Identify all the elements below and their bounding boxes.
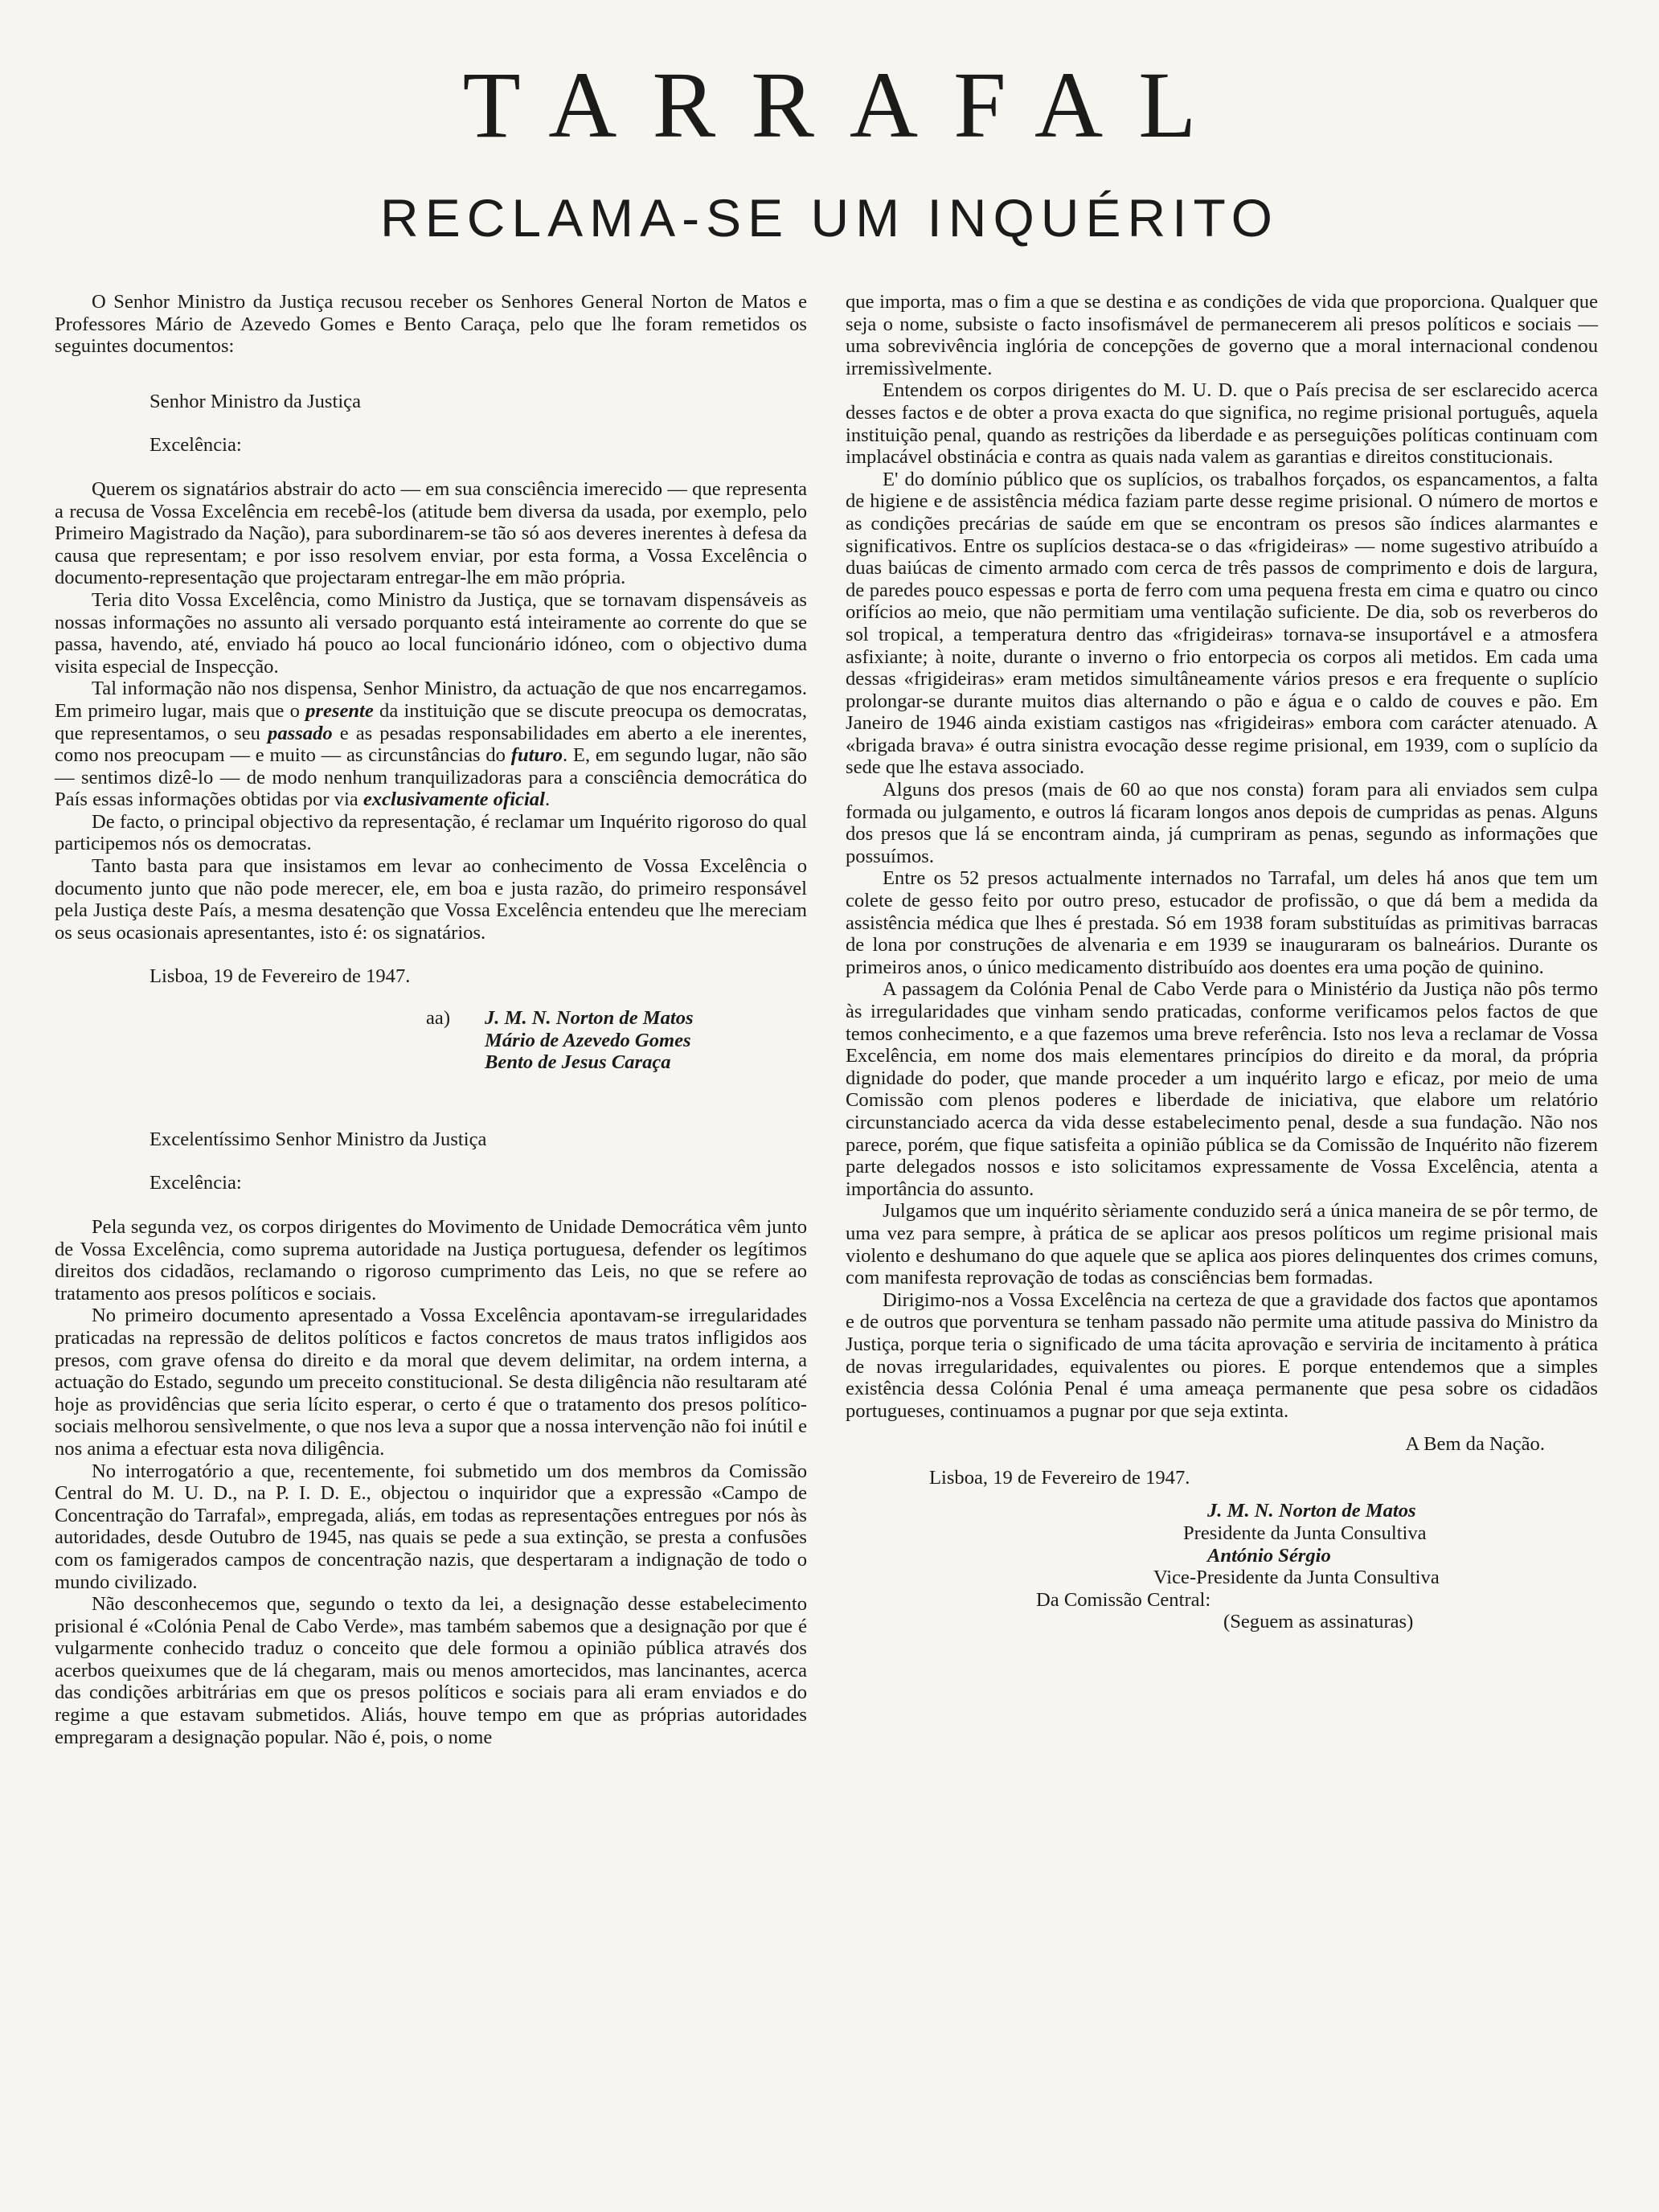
signature-name: António Sérgio	[1207, 1544, 1331, 1567]
doc2-paragraph-7: Alguns dos presos (mais de 60 ao que nos consta) foram para ali enviados sem culpa formada ou julgamento, e outros lá ficaram longos anos depois de cumpridas as penas. Alguns dos presos que lá se encontram ainda, já cumpriram as penas, segundo as informações que possuímos.	[846, 779, 1598, 867]
emphasis-presente: presente	[305, 699, 374, 722]
signature-name: J. M. N. Norton de Matos	[485, 1007, 694, 1030]
signature-name: Bento de Jesus Caraça	[485, 1051, 671, 1074]
doc2-paragraph-3: No interrogatório a que, recentemente, foi submetido um dos membros da Comissão Central do M. U. D., na P. I. D. E., objectou o inquiridor que a expressão «Campo de Concentração do Tarrafal», empregada, aliás, em todas as representações entregues por nós às autoridades, desde Outubro de 1945, nas quais se pede a sua extinção, se presta a confusões com os famigerados campos de concentração nazis, que despertaram a indignação de todo o mundo civilizado.	[55, 1460, 807, 1593]
doc2-paragraph-4-continued: que importa, mas o fim a que se destina e as condições de vida que proporciona. Qualquer que seja o nome, subsiste o facto insofismável de permanecerem ali presos políticos e sociais — uma sobrevivência inglória de concepções de governo que a moral internacional condenou irremissìvelmente.	[846, 291, 1598, 379]
doc2-salutation: Excelentíssimo Senhor Ministro da Justiça	[150, 1128, 487, 1150]
page-subtitle: RECLAMA-SE UM INQUÉRITO	[380, 188, 1279, 248]
intro-paragraph: O Senhor Ministro da Justiça recusou receber os Senhores General Norton de Matos e Professores Mário de Azevedo Gomes e Bento Caraça, pelo que lhe foram remetidos os seguintes documentos:	[55, 291, 807, 358]
doc2-paragraph-9: A passagem da Colónia Penal de Cabo Verde para o Ministério da Justiça não pôs termo às irregularidades que vinham sendo praticadas, conforme verificamos pelos factos de que temos conhecimento, e a que fazemos uma breve referência. Isto nos leva a reclamar de Vossa Excelência, em nome dos mais elementares princípios do direito e da moral, da própria dignidade do poder, que mande proceder a um inquérito largo e eficaz, por meio de uma Comissão com plenos poderes e liberdade de iniciativa, que elabore um relatório circunstanciado acerca da vida desse estabelecimento penal, desde a sua fundação. Não nos parece, porém, que fique satisfeita a opinião pública se da Comissão de Inquérito não fizerem parte delegados nossos e isto solicitamos expressamente de Vossa Excelência, atenta a importância do assunto.	[846, 978, 1598, 1200]
commission-label: Da Comissão Central:	[1036, 1588, 1211, 1611]
doc2-paragraph-11: Dirigimo-nos a Vossa Excelência na certeza de que a gravidade dos factos que apontamos e de outros que porventura se tenham passado não permite uma atitude passiva do Ministro da Justiça, porque teria o significado de uma tácita aprovação e serviria de incitamento à prática de novas irregularidades, equivalentes ou piores. E porque entendemos que a simples existência dessa Colónia Penal é uma ameaça permanente que pesa sobre os cidadãos portugueses, continuamos a pugnar por que seja extinta.	[846, 1288, 1598, 1422]
signatures-follow-note: (Seguem as assinaturas)	[1223, 1611, 1414, 1633]
right-column	[846, 291, 1598, 1633]
page-title: TARRAFAL	[462, 52, 1232, 158]
doc2-paragraph-2: No primeiro documento apresentado a Vossa Excelência apontavam-se irregularidades praticadas na repressão de delitos políticos e factos concretos de maus tratos infligidos aos presos, com grave ofensa do direito e da moral que devem delimitar, na ordem interna, a actuação do Estado, segundo um preceito constitucional. Se desta diligência não resultaram até hoje as providências que seria lícito esperar, o certo é que o tratamento dos presos político-sociais melhorou sensìvelmente, o que nos leva a supor que a nossa intervenção não foi inútil e nos anima a efectuar esta nova diligência.	[55, 1305, 807, 1460]
doc1-paragraph-1: Querem os signatários abstrair do acto — em sua consciência imerecido — que representa a recusa de Vossa Excelência em recebê-los (atitude bem diversa da usada, por exemplo, pelo Primeiro Magistrado da Nação), para subordinarem-se tão só aos deveres inerentes à defesa da causa que representam; e por isso resolvem enviar, por esta forma, a Vossa Excelência o documento-representação que projectaram entregar-lhe em mão própria.	[55, 477, 807, 589]
emphasis-passado: passado	[268, 722, 333, 744]
doc2-excelencia: Excelência:	[150, 1172, 242, 1194]
signature-role: Vice-Presidente da Junta Consultiva	[1153, 1567, 1440, 1589]
signature-name: J. M. N. Norton de Matos	[1207, 1500, 1416, 1522]
left-column	[55, 291, 807, 1748]
doc2-signature-block	[846, 1500, 1598, 1633]
doc2-closing: A Bem da Nação.	[1405, 1433, 1545, 1456]
doc1-paragraph-4: De facto, o principal objectivo da representação, é reclamar um Inquérito rigoroso do qual participemos nós os democratas.	[55, 810, 807, 855]
signature-aa-label: aa)	[426, 1007, 451, 1030]
doc2-paragraph-5: Entendem os corpos dirigentes do M. U. D. que o País precisa de ser esclarecido acerca desses factos e de obter a prova exacta do que significa, no regime prisional português, aquela instituição penal, quando as restrições da liberdade e as perseguições políticas continuam com implacável obstinácia e contra as quais nada valem as garantias e direitos constitucionais.	[846, 379, 1598, 469]
doc2-paragraph-4: Não desconhecemos que, segundo o texto da lei, a designação desse estabelecimento prisional é «Colónia Penal de Cabo Verde», mas também sabemos que a designação por que é vulgarmente conhecido traduz o conceito que dele formou a opinião pública através dos acerbos queixumes que de lá chegaram, mais ou menos amortecidos, mas lancinantes, acerca das condições arbitrárias em que os presos políticos e sociais para ali eram enviados e do regime a que estavam submetidos. Aliás, houve tempo em que as próprias autoridades empregaram a designação popular. Não é, pois, o nome	[55, 1593, 807, 1748]
doc1-excelencia: Excelência:	[150, 434, 242, 457]
doc2-date: Lisboa, 19 de Fevereiro de 1947.	[929, 1466, 1190, 1489]
emphasis-futuro: futuro	[510, 744, 563, 767]
doc1-paragraph-5: Tanto basta para que insistamos em levar ao conhecimento de Vossa Excelência o documento junto que não pode merecer, ele, em boa e justa razão, do primeiro responsável pela Justiça deste País, a mesma desatenção que Vossa Excelência entendeu que lhe mereciam os seus ocasionais apresentantes, isto é: os signatários.	[55, 855, 807, 944]
doc1-salutation: Senhor Ministro da Justiça	[150, 390, 361, 412]
doc2-paragraph-1: Pela segunda vez, os corpos dirigentes do Movimento de Unidade Democrática vêm junto de Vossa Excelência, como suprema autoridade na Justiça portuguesa, defender os legítimos direitos dos cidadãos, reclamando o rigoroso cumprimento das Leis, no que se refere ao tratamento aos presos políticos e sociais.	[55, 1216, 807, 1305]
doc2-paragraph-6: E' do domínio público que os suplícios, os trabalhos forçados, os espancamentos, a falta de higiene e de assistência médica faziam parte desse regime prisional. O número de mortos e as condições precárias de saúde em que se encontram os presos são índices alarmantes e significativos. Entre os suplícios destaca-se o das «frigideiras» — nome sugestivo atribuído a duas baiúcas de cimento armado com cerca de três passos de comprimento e dois de largura, de paredes pouco espessas e porta de ferro com uma pequena fresta em cima e quatro ou cinco orifícios ao meio, que não permitiam uma ventilação suficiente. De dia, sob os reverberos do sol tropical, a temperatura dentro das «frigideiras» tornava-se insuportável e a atmosfera asfixiante; à noite, durante o inverno o frio entorpecia os corpos ali metidos. Em cada uma dessas «frigideiras» eram metidos simultâneamente vários presos e era frequente o suplício prolongar-se durante muitos dias alternando o pão e água e o caldo de couves e pão. Em Janeiro de 1946 ainda existiam castigos nas «frigideiras» embora com carácter atenuado. A «brigada brava» é outra sinistra evocação desse regime prisional, em 1939, com o suplício da sede que lhe estava associado.	[846, 468, 1598, 779]
doc1-date: Lisboa, 19 de Fevereiro de 1947.	[150, 965, 411, 988]
signature-role: Presidente da Junta Consultiva	[1183, 1522, 1427, 1545]
doc1-paragraph-3: Tal informação não nos dispensa, Senhor Ministro, da actuação de que nos encarregamos. Em primeiro lugar, mais que o presente da instituição que se discute preocupa os democratas, que representamos, o seu passado e as pesadas responsabilidades em aberto a ele inerentes, como nos preocupam — e muito — as circunstâncias do futuro. E, em segundo lugar, não são — sentimos dizê-lo — de modo nenhum tranquilizadoras para a consciência democrática do País essas informações obtidas por via exclusivamente oficial.	[55, 678, 808, 811]
doc1-paragraph-2: Teria dito Vossa Excelência, como Ministro da Justiça, que se tornavam dispensáveis as nossas informações no assunto ali versado porquanto está inteiramente ao corrente do que se passa, havendo, até, enviado há pouco ao local funcionário idóneo, com o objectivo duma visita especial de Inspecção.	[55, 588, 807, 678]
doc2-paragraph-10: Julgamos que um inquérito sèriamente conduzido será a única maneira de se pôr termo, de uma vez para sempre, à prática de se aplicar aos presos políticos um regime prisional mais violento e deshumano do que aquele que se aplica aos piores delinquentes dos crimes comuns, com manifesta reprovação de todas as consciências bem formadas.	[846, 1200, 1598, 1289]
doc1-signature-block	[55, 1007, 807, 1074]
signature-name: Mário de Azevedo Gomes	[485, 1029, 691, 1051]
doc2-paragraph-8: Entre os 52 presos actualmente internados no Tarrafal, um deles há anos que tem um colete de gesso feito por outro preso, estucador de profissão, o que dá bem a medida da assistência médica que lhes é prestada. Só em 1938 foram substituídas as primitivas barracas de lona por construções de alvenaria e em 1939 se inauguraram os balneários. Durante os primeiros anos, o único medicamento distribuído aos doentes era uma poção de quinino.	[846, 867, 1598, 978]
emphasis-oficial: exclusivamente oficial	[363, 789, 545, 811]
